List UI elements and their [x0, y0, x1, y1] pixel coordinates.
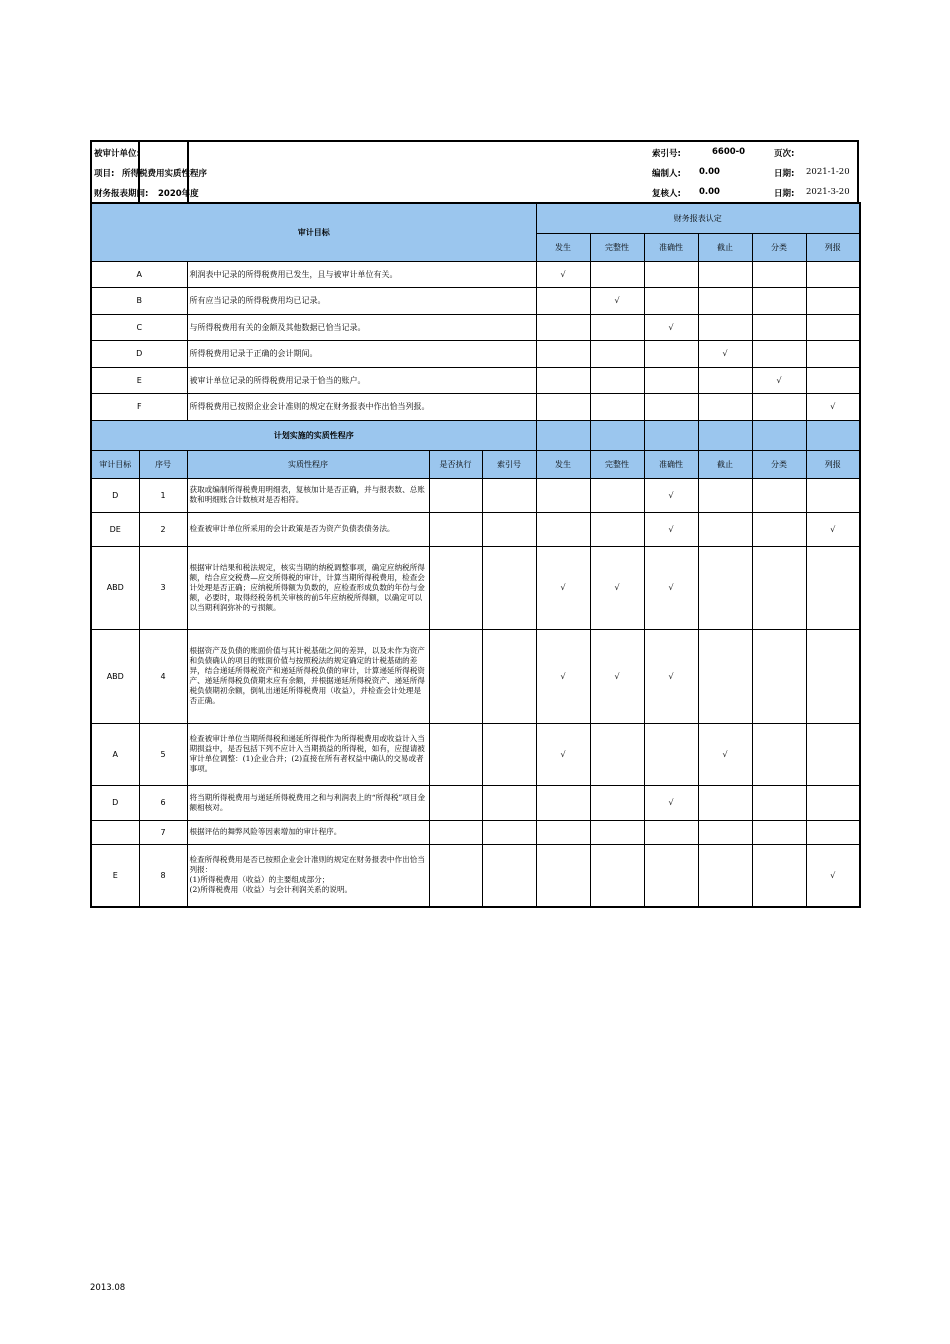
procedure-objective: A	[91, 723, 139, 785]
preparer-label: 编制人:	[652, 169, 681, 179]
assertion-header: 准确性	[644, 233, 698, 261]
index-cell	[482, 785, 536, 820]
procedure-column-header: 完整性	[590, 450, 644, 478]
check-mark	[806, 629, 860, 723]
procedure-column-header: 分类	[752, 450, 806, 478]
procedure-column-header: 准确性	[644, 450, 698, 478]
objective-row	[91, 341, 860, 368]
check-mark	[752, 844, 806, 907]
check-mark	[590, 261, 644, 288]
check-mark	[752, 723, 806, 785]
procedure-number: 2	[139, 512, 187, 546]
procedure-text: 根据资产及负债的账面价值与其计税基础之间的差异，以及未作为资产和负债确认的项目的账面价值与按照税法的规定确定的计税基础的差异，结合递延所得税资产和递延所得税负债的审计，计算递延所得税资产、递延所得税负债期末应有余额，并根据递延所得税资产、递延所得税负债期初余额，倒轧出递延所得税费用（收益），并检查会计处理是否正确。	[187, 629, 429, 723]
auditee-label: 被审计单位:	[94, 149, 140, 159]
check-mark: √	[644, 785, 698, 820]
check-mark	[752, 261, 806, 288]
check-mark	[698, 314, 752, 341]
procedure-row	[91, 785, 860, 820]
check-mark	[806, 785, 860, 820]
check-mark	[698, 785, 752, 820]
procedure-column-header: 截止	[698, 450, 752, 478]
procedure-column-header: 序号	[139, 450, 187, 478]
procedure-column-header: 是否执行	[429, 450, 482, 478]
date2-value: 2021-3-20	[806, 187, 850, 197]
objectives-title: 审计目标	[91, 203, 536, 261]
index-label: 索引号:	[652, 149, 681, 159]
executed-cell	[429, 478, 482, 512]
index-cell	[482, 512, 536, 546]
check-mark: √	[644, 478, 698, 512]
procedure-objective: E	[91, 844, 139, 907]
check-mark: √	[536, 261, 590, 288]
procedure-objective: ABD	[91, 546, 139, 629]
procedure-row	[91, 546, 860, 629]
procedure-objective: ABD	[91, 629, 139, 723]
check-mark	[752, 512, 806, 546]
procedure-row	[91, 629, 860, 723]
procedure-objective: D	[91, 478, 139, 512]
index-cell	[482, 629, 536, 723]
check-mark	[752, 394, 806, 421]
period-label: 财务报表期间:	[94, 189, 149, 199]
executed-cell	[429, 723, 482, 785]
check-mark	[536, 394, 590, 421]
check-mark	[536, 288, 590, 315]
procedure-column-header: 实质性程序	[187, 450, 429, 478]
procedure-text: 检查被审计单位所采用的会计政策是否为资产负债表债务法。	[187, 512, 429, 546]
executed-cell	[429, 820, 482, 844]
objective-code: A	[91, 261, 187, 288]
check-mark	[536, 512, 590, 546]
check-mark	[698, 512, 752, 546]
objective-code: E	[91, 367, 187, 394]
objective-text: 所得税费用已按照企业会计准则的规定在财务报表中作出恰当列报。	[187, 394, 536, 421]
check-mark	[536, 367, 590, 394]
check-mark	[752, 629, 806, 723]
procedure-column-header: 发生	[536, 450, 590, 478]
check-mark	[752, 314, 806, 341]
check-mark	[698, 394, 752, 421]
check-mark	[806, 546, 860, 629]
check-mark: √	[590, 629, 644, 723]
check-mark	[806, 820, 860, 844]
objective-code: B	[91, 288, 187, 315]
procedure-number: 6	[139, 785, 187, 820]
check-mark: √	[698, 341, 752, 368]
check-mark	[644, 367, 698, 394]
objective-row	[91, 288, 860, 315]
objective-text: 与所得税费用有关的金额及其他数据已恰当记录。	[187, 314, 536, 341]
procedure-number: 5	[139, 723, 187, 785]
check-mark	[698, 629, 752, 723]
objective-text: 所有应当记录的所得税费用均已记录。	[187, 288, 536, 315]
date1-label: 日期:	[774, 169, 795, 179]
check-mark	[590, 314, 644, 341]
reviewer-value: 0.00	[699, 187, 720, 197]
objective-row	[91, 367, 860, 394]
check-mark	[806, 314, 860, 341]
procedure-text: 检查被审计单位当期所得税和递延所得税作为所得税费用或收益计入当期损益中，是否包括下列不应计入当期损益的所得税，如有，应提请被审计单位调整：(1)企业合并；(2)直接在所有者权益中确认的交易或者事项。	[187, 723, 429, 785]
assertion-header: 完整性	[590, 233, 644, 261]
check-mark	[752, 341, 806, 368]
check-mark: √	[698, 723, 752, 785]
check-mark	[806, 367, 860, 394]
check-mark: √	[590, 546, 644, 629]
objective-code: F	[91, 394, 187, 421]
check-mark: √	[806, 394, 860, 421]
check-mark	[590, 341, 644, 368]
check-mark	[806, 288, 860, 315]
preparer-value: 0.00	[699, 167, 720, 177]
assertion-header: 截止	[698, 233, 752, 261]
procedure-objective: D	[91, 785, 139, 820]
index-value: 6600-0	[712, 147, 746, 157]
procedure-row	[91, 723, 860, 785]
project-value: 所得税费用实质性程序	[122, 169, 208, 179]
index-cell	[482, 723, 536, 785]
period-value: 2020年度	[158, 189, 199, 199]
check-mark	[698, 478, 752, 512]
check-mark	[698, 288, 752, 315]
check-mark	[698, 367, 752, 394]
assertion-header: 分类	[752, 233, 806, 261]
check-mark	[644, 261, 698, 288]
assertion-header: 发生	[536, 233, 590, 261]
procedure-row	[91, 478, 860, 512]
procedure-number: 7	[139, 820, 187, 844]
check-mark	[644, 341, 698, 368]
check-mark	[536, 844, 590, 907]
check-mark	[752, 546, 806, 629]
objective-row	[91, 394, 860, 421]
procedure-column-header: 审计目标	[91, 450, 139, 478]
procedure-column-header: 索引号	[482, 450, 536, 478]
objective-text: 被审计单位记录的所得税费用记录于恰当的账户。	[187, 367, 536, 394]
check-mark: √	[752, 367, 806, 394]
procedure-table	[90, 202, 861, 908]
check-mark: √	[590, 288, 644, 315]
objective-row	[91, 314, 860, 341]
procedure-row	[91, 512, 860, 546]
check-mark	[698, 844, 752, 907]
executed-cell	[429, 844, 482, 907]
check-mark	[536, 314, 590, 341]
objective-text: 利润表中记录的所得税费用已发生，且与被审计单位有关。	[187, 261, 536, 288]
objective-row	[91, 261, 860, 288]
reviewer-label: 复核人:	[652, 189, 681, 199]
check-mark	[536, 785, 590, 820]
check-mark	[698, 261, 752, 288]
check-mark	[644, 820, 698, 844]
workpaper-header	[90, 140, 859, 202]
check-mark: √	[536, 546, 590, 629]
check-mark	[644, 288, 698, 315]
check-mark	[590, 844, 644, 907]
check-mark: √	[806, 512, 860, 546]
index-cell	[482, 820, 536, 844]
check-mark	[590, 723, 644, 785]
check-mark	[644, 394, 698, 421]
check-mark	[752, 478, 806, 512]
check-mark	[590, 394, 644, 421]
objective-code: D	[91, 341, 187, 368]
check-mark: √	[536, 723, 590, 785]
procedure-row	[91, 844, 860, 907]
check-mark	[752, 785, 806, 820]
assertion-group-header: 财务报表认定	[536, 203, 860, 233]
check-mark	[590, 367, 644, 394]
check-mark	[752, 820, 806, 844]
procedure-text: 根据评估的舞弊风险等因素增加的审计程序。	[187, 820, 429, 844]
check-mark	[806, 723, 860, 785]
version-footer: 2013.08	[90, 1283, 126, 1293]
index-cell	[482, 478, 536, 512]
check-mark	[536, 478, 590, 512]
procedure-text: 根据审计结果和税法规定，核实当期的纳税调整事项，确定应纳税所得额，结合应交税费—应交所得税的审计，计算当期所得税费用，检查会计处理是否正确；应纳税所得额为负数的，应检查形成负数的年份与金额，必要时，取得经税务机关审核的前5年应纳税所得额，以确定可以以当期利润弥补的亏损额。	[187, 546, 429, 629]
assertion-header: 列报	[806, 233, 860, 261]
objective-text: 所得税费用记录于正确的会计期间。	[187, 341, 536, 368]
check-mark	[806, 478, 860, 512]
procedure-number: 8	[139, 844, 187, 907]
check-mark	[644, 723, 698, 785]
executed-cell	[429, 629, 482, 723]
procedure-row	[91, 820, 860, 844]
executed-cell	[429, 785, 482, 820]
check-mark	[752, 288, 806, 315]
check-mark	[536, 341, 590, 368]
check-mark: √	[806, 844, 860, 907]
executed-cell	[429, 512, 482, 546]
check-mark: √	[644, 546, 698, 629]
procedure-text: 获取或编制所得税费用明细表，复核加计是否正确，并与报表数、总账数和明细账合计数核对是否相符。	[187, 478, 429, 512]
check-mark	[644, 844, 698, 907]
executed-cell	[429, 546, 482, 629]
procedure-objective: DE	[91, 512, 139, 546]
check-mark	[590, 478, 644, 512]
procedure-text: 将当期所得税费用与递延所得税费用之和与利润表上的“所得税”项目金额相核对。	[187, 785, 429, 820]
check-mark: √	[644, 512, 698, 546]
check-mark	[590, 820, 644, 844]
check-mark	[698, 546, 752, 629]
objective-code: C	[91, 314, 187, 341]
check-mark	[806, 341, 860, 368]
index-cell	[482, 844, 536, 907]
check-mark: √	[536, 629, 590, 723]
procedure-text: 检查所得税费用是否已按照企业会计准则的规定在财务报表中作出恰当列报： (1)所得税费用（收益）的主要组成部分； (2)所得税费用（收益）与会计利润关系的说明。	[187, 844, 429, 907]
procedure-number: 1	[139, 478, 187, 512]
date1-value: 2021-1-20	[806, 167, 850, 177]
project-label: 项目:	[94, 169, 115, 179]
check-mark	[536, 820, 590, 844]
check-mark	[590, 512, 644, 546]
procedure-number: 4	[139, 629, 187, 723]
index-cell	[482, 546, 536, 629]
check-mark: √	[644, 629, 698, 723]
procedure-column-header: 列报	[806, 450, 860, 478]
check-mark	[698, 820, 752, 844]
check-mark	[590, 785, 644, 820]
check-mark: √	[644, 314, 698, 341]
check-mark	[806, 261, 860, 288]
page-label: 页次:	[774, 149, 795, 159]
procedure-number: 3	[139, 546, 187, 629]
procedure-objective	[91, 820, 139, 844]
procedures-title: 计划实施的实质性程序	[91, 420, 536, 450]
date2-label: 日期:	[774, 189, 795, 199]
